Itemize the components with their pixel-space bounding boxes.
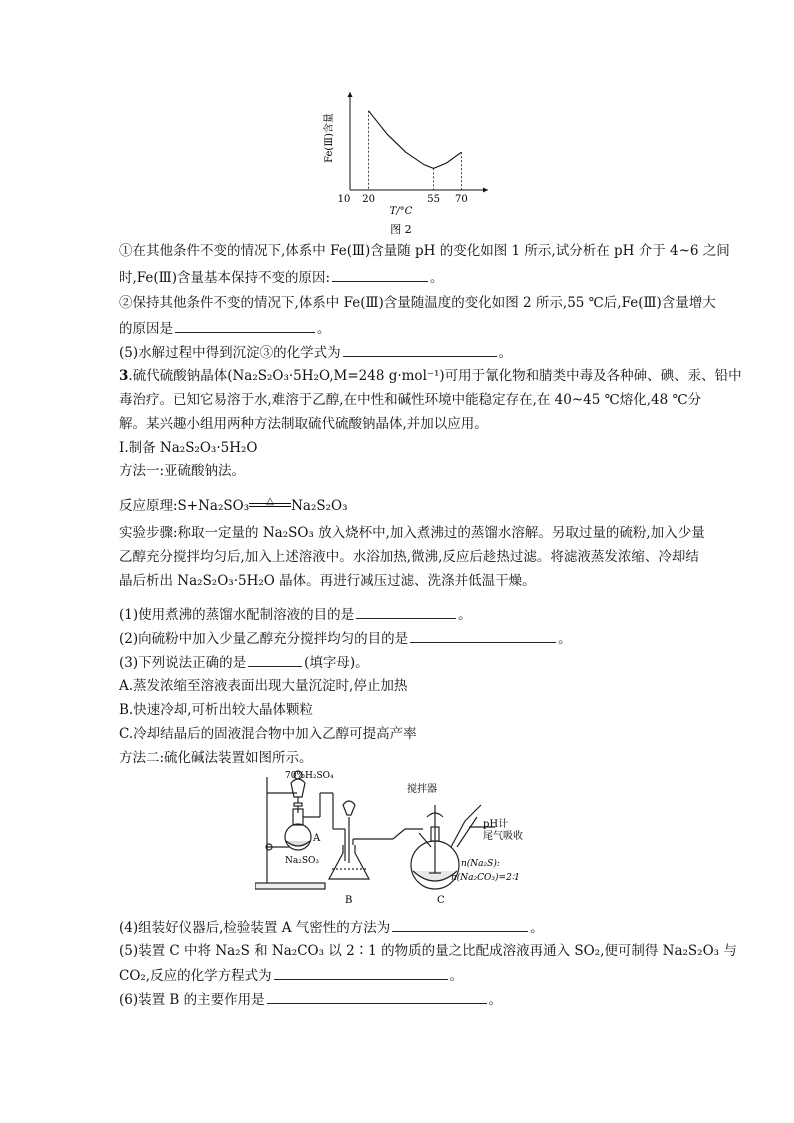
section-1-heading: Ⅰ.制备 Na₂S₂O₃·5H₂O <box>119 440 258 456</box>
answer-blank[interactable] <box>267 989 487 1004</box>
q6-line: (6)装置 B 的主要作用是 。 <box>119 989 502 1010</box>
steps-line-1: 实验步骤:称取一定量的 Na₂SO₃ 放入烧杯中,加入煮沸过的蒸馏水溶解。另取过量的硫粉,加入少量 <box>119 525 705 541</box>
ratio-label-2: n(Na₂CO₃)=2∶1 <box>451 873 520 883</box>
label-a: A <box>313 833 321 844</box>
q5b-line-b: CO₂,反应的化学方程式为 。 <box>119 965 463 986</box>
ratio-label-1: n(Na₂S): <box>461 859 500 869</box>
y-axis-label: Fe(Ⅲ)含量 <box>324 113 335 163</box>
answer-blank[interactable] <box>332 267 428 282</box>
answer-blank[interactable] <box>410 628 556 643</box>
answer-blank[interactable] <box>248 652 302 667</box>
equation-arrow: △ <box>249 498 291 512</box>
steps-line-3: 晶后析出 Na₂S₂O₃·5H₂O 晶体。再进行减压过滤、洗涤并低温干燥。 <box>119 573 536 589</box>
q5b-line-a: (5)装置 C 中将 Na₂S 和 Na₂CO₃ 以 2∶1 的物质的量之比配成溶液再通入 SO₂,便可制得 Na₂S₂O₃ 与 <box>119 943 737 959</box>
label-b: B <box>345 895 353 906</box>
figure-caption: 图 2 <box>390 223 412 236</box>
answer-blank[interactable] <box>356 604 456 619</box>
apparatus-diagram <box>255 765 555 910</box>
fe3-curve <box>369 111 462 169</box>
answer-blank[interactable] <box>274 965 448 980</box>
option-b: B.快速冷却,可析出较大晶体颗粒 <box>119 702 314 718</box>
q4b-line: (4)组装好仪器后,检验装置 A 气密性的方法为 。 <box>119 917 544 938</box>
p3-line-a: 3.硫代硫酸钠晶体(Na₂S₂O₃·5H₂O,M=248 g·mol⁻¹)可用于氰化物和腈类中毒及各种砷、碘、汞、铅中 <box>119 368 742 384</box>
q4-1-line-b: 时,Fe(Ⅲ)含量基本保持不变的原因: 。 <box>119 267 444 288</box>
x-tick-label: 55 <box>427 194 440 205</box>
flask-a-content: Na₂SO₃ <box>285 856 320 866</box>
p3-line-b: 毒治疗。已知它易溶于水,难溶于乙醇,在中性和碱性环境中能稳定存在,在 40~45 ℃熔化,48 ℃分 <box>119 392 702 408</box>
p3-line-c: 解。某兴趣小组用两种方法制取硫代硫酸钠晶体,并加以应用。 <box>119 416 488 432</box>
option-c: C.冷却结晶后的固液混合物中加入乙醇可提高产率 <box>119 726 417 742</box>
x-axis-label: T/°C <box>389 206 413 217</box>
tube-a-to-b <box>320 793 345 861</box>
acid-label: 70%H₂SO₄ <box>285 771 334 781</box>
q1-line: (1)使用煮沸的蒸馏水配制溶液的目的是 。 <box>119 604 472 625</box>
label-c: C <box>437 895 445 906</box>
q4-2-line-b: 的原因是 。 <box>119 318 331 339</box>
method-1: 方法一:亚硫酸钠法。 <box>119 463 246 479</box>
reaction-equation: 反应原理:S+Na₂SO₃ △ Na₂S₂O₃ <box>119 496 348 514</box>
q4-1-line-a: ①在其他条件不变的情况下,体系中 Fe(Ⅲ)含量随 pH 的变化如图 1 所示,试分析在 pH 介于 4~6 之间 <box>119 243 730 259</box>
method-2: 方法二:硫化碱法装置如图所示。 <box>119 750 313 766</box>
answer-blank[interactable] <box>343 342 497 357</box>
x-axis-arrow <box>483 188 488 193</box>
tail-gas-label: 尾气吸收 <box>483 831 523 842</box>
answer-blank[interactable] <box>392 917 528 932</box>
bottle-b <box>329 801 423 879</box>
x-tick-label: 10 <box>337 194 351 205</box>
figure-2-chart <box>310 90 490 240</box>
steps-line-2: 乙醇充分搅拌均匀后,加入上述溶液中。水浴加热,微沸,反应后趁热过滤。将滤液蒸发浓缩、冷却结 <box>119 549 699 565</box>
stirrer-label: 搅拌器 <box>407 784 437 795</box>
q3-line: (3)下列说法正确的是 (填字母)。 <box>119 652 369 673</box>
q2-line: (2)向硫粉中加入少量乙醇充分搅拌均匀的目的是 。 <box>119 628 572 649</box>
ph-meter-label: pH计 <box>483 819 509 830</box>
q5-line: (5)水解过程中得到沉淀③的化学式为 。 <box>119 342 512 363</box>
q4-2-line-a: ②保持其他条件不变的情况下,体系中 Fe(Ⅲ)含量随温度的变化如图 2 所示,55 ℃后,Fe(Ⅲ)含量增大 <box>119 295 716 311</box>
x-tick-label: 70 <box>455 194 468 205</box>
x-tick-label: 20 <box>362 194 375 205</box>
answer-blank[interactable] <box>175 318 315 333</box>
option-a: A.蒸发浓缩至溶液表面出现大量沉淀时,停止加热 <box>119 678 408 694</box>
y-axis-arrow <box>348 92 353 97</box>
